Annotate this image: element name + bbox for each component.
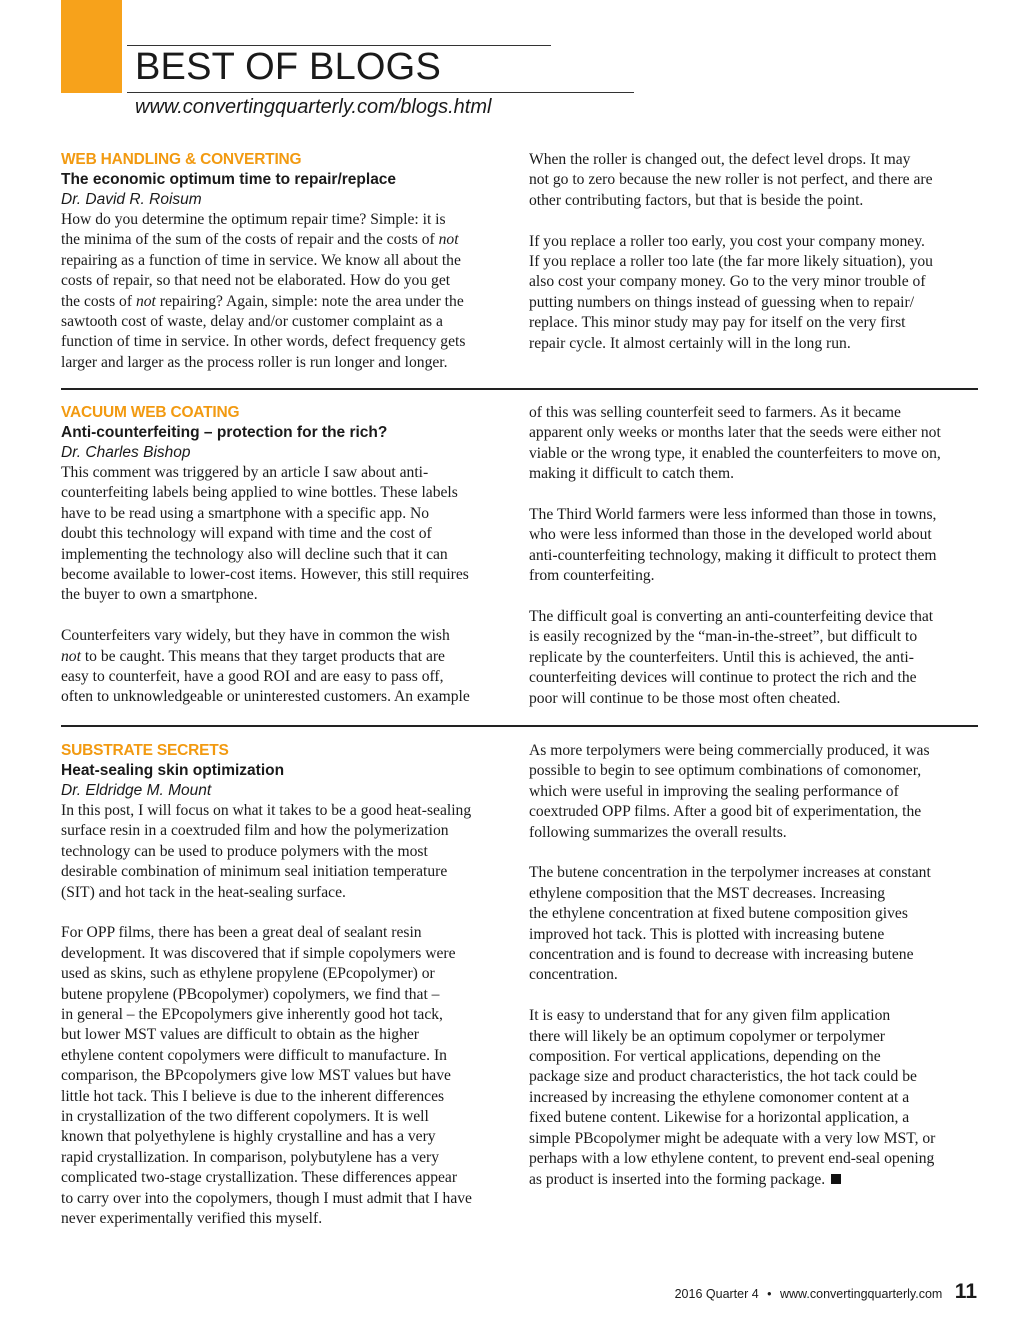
article-paragraph bbox=[61, 801, 511, 903]
text-line: It is easy to understand that for any given film application bbox=[529, 1007, 891, 1025]
section-web-handling bbox=[61, 150, 978, 380]
article-paragraph bbox=[529, 505, 989, 587]
section-left-column bbox=[61, 741, 511, 1230]
text-line: repair cycle. It almost certainly will in the long run. bbox=[529, 334, 851, 352]
text-line: implementing the technology also will decline such that it can bbox=[61, 545, 448, 563]
article-paragraph bbox=[61, 463, 511, 606]
text-line: other contributing factors, but that is beside the point. bbox=[529, 191, 864, 209]
text-line: When the roller is changed out, the defect level drops. It may bbox=[529, 151, 911, 168]
text-line: never experimentally verified this myself. bbox=[61, 1210, 323, 1228]
text-line: costs of repair, so that need not be elaborated. How do you get bbox=[61, 272, 451, 290]
text-line: doubt this technology will expand with time and the cost of bbox=[61, 525, 432, 543]
article-paragraph bbox=[61, 210, 511, 373]
text-line: putting numbers on things instead of guessing when to repair/ bbox=[529, 293, 915, 311]
page-title: BEST OF BLOGS bbox=[135, 46, 441, 88]
text-line: known that polyethylene is highly crystalline and has a very bbox=[61, 1128, 436, 1146]
text-line: the costs of not repairing? Again, simple: note the area under the bbox=[61, 292, 464, 310]
text-line: following summarizes the overall results. bbox=[529, 823, 787, 841]
text-line: package size and product characteristics, the hot tack could be bbox=[529, 1068, 917, 1086]
header-rule-bottom bbox=[127, 92, 634, 93]
end-of-article-square-icon bbox=[831, 1174, 841, 1184]
text-line: the buyer to own a smartphone. bbox=[61, 586, 258, 604]
text-line: replace. This minor study may pay for itself on the very first bbox=[529, 314, 906, 332]
text-line: The Third World farmers were less informed than those in towns, bbox=[529, 506, 937, 524]
text-line: technology can be used to produce polymers with the most bbox=[61, 842, 428, 860]
section-divider bbox=[61, 388, 978, 390]
text-line: composition. For vertical applications, depending on the bbox=[529, 1048, 881, 1066]
text-line: improved hot tack. This is plotted with increasing butene bbox=[529, 925, 885, 943]
text-line: not to be caught. This means that they target products that are bbox=[61, 647, 445, 665]
section-category-label: VACUUM WEB COATING bbox=[61, 404, 240, 421]
text-line: in crystallization of the two different copolymers. It is well bbox=[61, 1108, 429, 1126]
article-author: Dr. Eldridge M. Mount bbox=[61, 782, 212, 799]
section-divider bbox=[61, 725, 978, 727]
text-line: concentration and is found to decrease with increasing butene bbox=[529, 946, 914, 964]
section-left-column bbox=[61, 403, 511, 708]
orange-accent-tab bbox=[61, 0, 122, 93]
section-category-label: WEB HANDLING & CONVERTING bbox=[61, 151, 302, 168]
text-line: poor will continue to be those most often cheated. bbox=[529, 689, 841, 707]
section-vacuum-web-coating bbox=[61, 403, 978, 713]
text-line: For OPP films, there has been a great deal of sealant resin bbox=[61, 924, 422, 942]
text-line: in general – the EPcopolymers give inherently good hot tack, bbox=[61, 1006, 443, 1024]
text-line: easy to counterfeit, have a good ROI and are easy to pass off, bbox=[61, 668, 444, 686]
text-line: to carry over into the copolymers, though I must admit that I have bbox=[61, 1189, 472, 1207]
text-line: fixed butene content. Likewise for a horizontal application, a bbox=[529, 1109, 910, 1127]
text-line: counterfeiting devices will continue to protect the rich and the bbox=[529, 669, 917, 687]
text-line: possible to begin to see optimum combinations of comonomer, bbox=[529, 762, 922, 780]
text-line bbox=[529, 1170, 989, 1190]
text-line: If you replace a roller too early, you cost your company money. bbox=[529, 232, 925, 250]
text-line: comparison, the BPcopolymers give low MST values but have bbox=[61, 1067, 451, 1085]
text-line: often to unknowledgeable or uninterested customers. An example bbox=[61, 688, 470, 706]
text-line: Counterfeiters vary widely, but they have in common the wish bbox=[61, 627, 450, 645]
section-right-column bbox=[529, 403, 989, 709]
article-title: The economic optimum time to repair/replace bbox=[61, 171, 397, 188]
text-line: apparent only weeks or months later that the seeds were either not bbox=[529, 424, 941, 442]
article-paragraph bbox=[61, 923, 511, 1229]
text-line: become available to lower-cost items. However, this still requires bbox=[61, 566, 469, 584]
section-substrate-secrets bbox=[61, 741, 978, 1241]
text-line: is easily recognized by the “man-in-the-street”, but difficult to bbox=[529, 628, 918, 646]
text-line: there will likely be an optimum copolymer or terpolymer bbox=[529, 1027, 885, 1045]
article-paragraph bbox=[529, 1006, 989, 1190]
footer-site-link[interactable]: www.convertingquarterly.com bbox=[780, 1287, 943, 1301]
section-right-column bbox=[529, 741, 989, 1190]
text-line: The butene concentration in the terpolymer increases at constant bbox=[529, 864, 931, 882]
text-line: anti-counterfeiting technology, making it difficult to protect them bbox=[529, 546, 937, 564]
text-line: sawtooth cost of waste, delay and/or customer complaint as a bbox=[61, 313, 443, 331]
text-line: If you replace a roller too late (the far more likely situation), you bbox=[529, 253, 933, 271]
article-paragraph bbox=[529, 741, 989, 843]
text-line: the ethylene concentration at fixed butene composition gives bbox=[529, 905, 908, 923]
section-left-column bbox=[61, 150, 511, 373]
text-line: coextruded OPP films. After a good bit of experimentation, the bbox=[529, 803, 922, 821]
text-line: complicated two-stage crystallization. These differences appear bbox=[61, 1169, 458, 1187]
text-line: concentration. bbox=[529, 966, 618, 984]
text-line: from counterfeiting. bbox=[529, 567, 655, 585]
text-line: of this was selling counterfeit seed to farmers. As it became bbox=[529, 404, 901, 421]
blogs-url-link[interactable]: www.convertingquarterly.com/blogs.html bbox=[135, 96, 492, 118]
text-line: desirable combination of minimum seal initiation temperature bbox=[61, 863, 448, 881]
text-line: simple PBcopolymer might be adequate with a very low MST, or bbox=[529, 1129, 936, 1147]
text-line: little hot tack. This I believe is due to the inherent differences bbox=[61, 1087, 445, 1105]
article-paragraph bbox=[529, 150, 989, 211]
text-line: development. It was discovered that if simple copolymers were bbox=[61, 944, 456, 962]
section-right-column bbox=[529, 150, 989, 354]
text-line: repairing as a function of time in service. We know all about the bbox=[61, 251, 461, 269]
text-line: have to be read using a smartphone with a specific app. No bbox=[61, 504, 430, 522]
article-paragraph bbox=[61, 626, 511, 708]
text-line: function of time in service. In other words, defect frequency gets bbox=[61, 333, 466, 351]
page-number: 11 bbox=[954, 1280, 977, 1303]
text-line: butene propylene (PBcopolymer) copolymers, we find that – bbox=[61, 985, 440, 1003]
text-line: ethylene composition that the MST decreases. Increasing bbox=[529, 884, 886, 902]
text-line: replicate by the counterfeiters. Until this is achieved, the anti- bbox=[529, 648, 914, 666]
text-line: In this post, I will focus on what it takes to be a good heat-sealing bbox=[61, 802, 472, 819]
text-line-content: as product is inserted into the forming package. bbox=[529, 1170, 826, 1188]
page-footer bbox=[675, 1280, 977, 1304]
text-line: As more terpolymers were being commercially produced, it was bbox=[529, 742, 930, 759]
text-line: larger and larger as the process roller is run longer and longer. bbox=[61, 353, 448, 371]
text-line: making it difficult to catch them. bbox=[529, 465, 734, 483]
article-author: Dr. Charles Bishop bbox=[61, 444, 191, 461]
text-line: (SIT) and hot tack in the heat-sealing surface. bbox=[61, 883, 346, 901]
article-paragraph bbox=[529, 607, 989, 709]
text-line: rapid crystallization. In comparison, polybutylene has a very bbox=[61, 1148, 440, 1166]
text-line: but lower MST values are difficult to obtain as the higher bbox=[61, 1026, 420, 1044]
text-line: viable or the wrong type, it enabled the counterfeiters to move on, bbox=[529, 444, 941, 462]
text-line: also cost your company money. Go to the very minor trouble of bbox=[529, 273, 926, 291]
text-line: This comment was triggered by an article I saw about anti- bbox=[61, 464, 429, 481]
article-paragraph bbox=[529, 863, 989, 985]
article-title: Anti-counterfeiting – protection for the rich? bbox=[61, 424, 388, 441]
footer-issue: 2016 Quarter 4 bbox=[674, 1287, 759, 1301]
text-line: surface resin in a coextruded film and how the polymerization bbox=[61, 822, 449, 840]
section-category-label: SUBSTRATE SECRETS bbox=[61, 742, 229, 759]
text-line: which were useful in improving the sealing performance of bbox=[529, 782, 899, 800]
text-line: How do you determine the optimum repair time? Simple: it is bbox=[61, 211, 446, 228]
text-line: the minima of the sum of the costs of repair and the costs of not bbox=[61, 231, 459, 249]
article-title: Heat-sealing skin optimization bbox=[61, 762, 285, 779]
article-paragraph bbox=[529, 403, 989, 485]
text-line: used as skins, such as ethylene propylene (EPcopolymer) or bbox=[61, 965, 435, 983]
text-line: counterfeiting labels being applied to wine bottles. These labels bbox=[61, 484, 458, 502]
article-paragraph bbox=[529, 232, 989, 354]
text-line: The difficult goal is converting an anti-counterfeiting device that bbox=[529, 608, 934, 626]
text-line: ethylene content copolymers were difficult to manufacture. In bbox=[61, 1046, 447, 1064]
article-author: Dr. David R. Roisum bbox=[61, 191, 202, 208]
text-line: who were less informed than those in the developed world about bbox=[529, 526, 932, 544]
text-line: perhaps with a low ethylene content, to prevent end-seal opening bbox=[529, 1150, 935, 1168]
footer-bullet: • bbox=[767, 1287, 772, 1301]
text-line: increased by increasing the ethylene comonomer content at a bbox=[529, 1088, 910, 1106]
text-line: not go to zero because the new roller is not perfect, and there are bbox=[529, 171, 933, 189]
